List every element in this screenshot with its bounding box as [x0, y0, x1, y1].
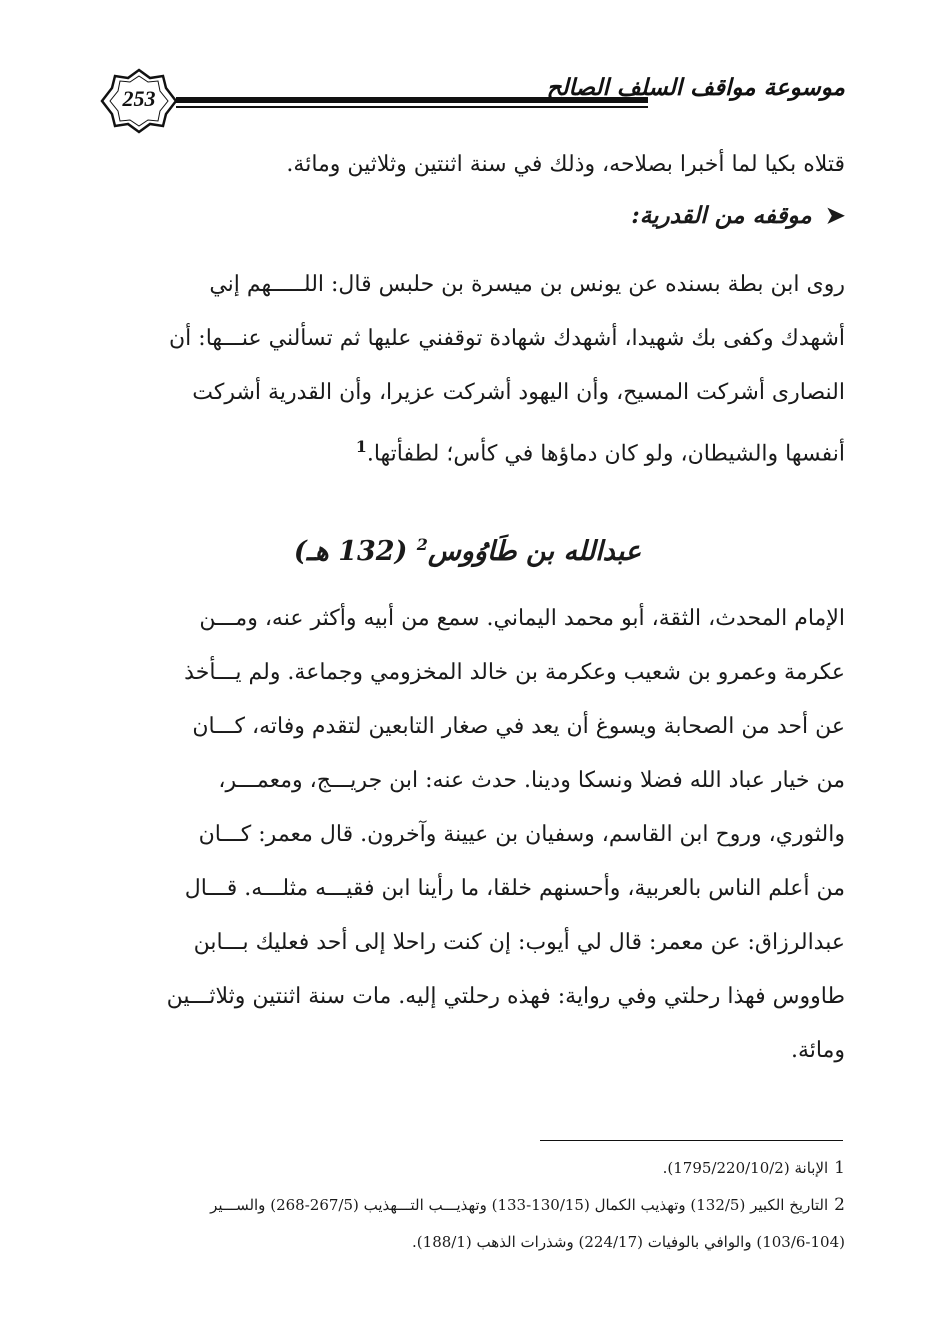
text-line: طاووس فهذا رحلتي وفي رواية: فهذه رحلتي إليه. مات سنة اثنتين وثلاثـــين: [166, 984, 845, 1009]
text-line: ومائة.: [790, 1038, 845, 1063]
footnote-text: الإبانة (1795/220/10/2).: [662, 1159, 829, 1177]
intro-paragraph: [105, 138, 845, 192]
text-line: قتلاه بكيا لما أخبرا بصلاحه، وذلك في سنة اثنتين وثلاثين ومائة.: [286, 152, 845, 177]
arrow-bullet-icon: ➤: [825, 202, 845, 229]
page-number: 253: [122, 86, 156, 111]
text-line: عبدالرزاق: عن معمر: قال لي أيوب: إن كنت راحلا إلى أحد فعليك بـــابن: [193, 930, 845, 955]
text-line: روى ابن بطة بسنده عن يونس بن ميسرة بن حلبس قال: اللـــــهم إني: [209, 272, 845, 297]
text-line: والثوري، وروح ابن القاسم، وسفيان بن عيينة وآخرون. قال معمر: كـــان: [198, 822, 845, 847]
text-line: أشهدك وكفى بك شهيدا، أشهدك شهادة توقفني عليها ثم تسألني عنـــها: أن: [169, 326, 845, 351]
footnote-ref: 1: [355, 437, 367, 456]
page-header: [100, 68, 845, 134]
text-line: [105, 420, 845, 474]
qadariyya-paragraph: [105, 258, 845, 474]
footnote-text: التاريخ الكبير (132/5) وتهذيب الكمال (130/15-133) وتهذيـــب التـــهذيب (267/5-268) والســـير: [210, 1196, 829, 1214]
footnote-ref: 2: [416, 535, 428, 554]
text-line: عكرمة وعمرو بن شعيب وعكرمة بن خالد المخزومي وجماعة. ولم يـــأخذ: [184, 660, 845, 685]
text-line: من أعلم الناس بالعربية، وأحسنهم خلقا، ما رأينا ابن فقيـــه مثلـــه. قـــال: [184, 876, 845, 901]
biography-year: (132 هـ): [293, 536, 408, 567]
text-line: الإمام المحدث، الثقة، أبو محمد اليماني. سمع من أبيه وأكثر عنه، ومـــن: [199, 606, 845, 631]
biography-paragraph: [105, 592, 845, 1078]
text-line: النصارى أشركت المسيح، وأن اليهود أشركت عزيرا، وأن القدرية أشركت: [192, 380, 845, 405]
footnote-number: 2: [834, 1195, 845, 1215]
footnote: [105, 1150, 845, 1187]
footnotes: [105, 1150, 845, 1261]
footnote-continuation: [105, 1224, 845, 1261]
section-heading: [631, 202, 845, 229]
section-heading-text: موقفه من القدرية:: [631, 202, 812, 229]
header-rule-thin: [176, 106, 648, 108]
text-line: عن أحد من الصحابة ويسوغ أن يعد في صغار التابعين لتقدم وفاته، كـــان: [192, 714, 845, 739]
text-line: من خيار عباد الله فضلا ونسكا ودينا. حدث عنه: ابن جريـــج، ومعمـــر،: [218, 768, 845, 793]
book-title: موسوعة مواقف السلف الصالح: [546, 74, 845, 101]
footnote-separator: [540, 1140, 843, 1141]
footnote-number: 1: [834, 1158, 845, 1178]
biography-name: عبدالله بن طَاوُوس: [427, 536, 642, 567]
footnote-text: (103/6-104) والوافي بالوفيات (224/17) وشذرات الذهب (188/1).: [412, 1233, 845, 1251]
page-number-badge: [100, 68, 178, 134]
biography-title: [0, 535, 935, 567]
footnote: [105, 1187, 845, 1224]
text-line-content: أنفسها والشيطان، ولو كان دماؤها في كأس؛ لطفأتها.: [366, 441, 845, 467]
